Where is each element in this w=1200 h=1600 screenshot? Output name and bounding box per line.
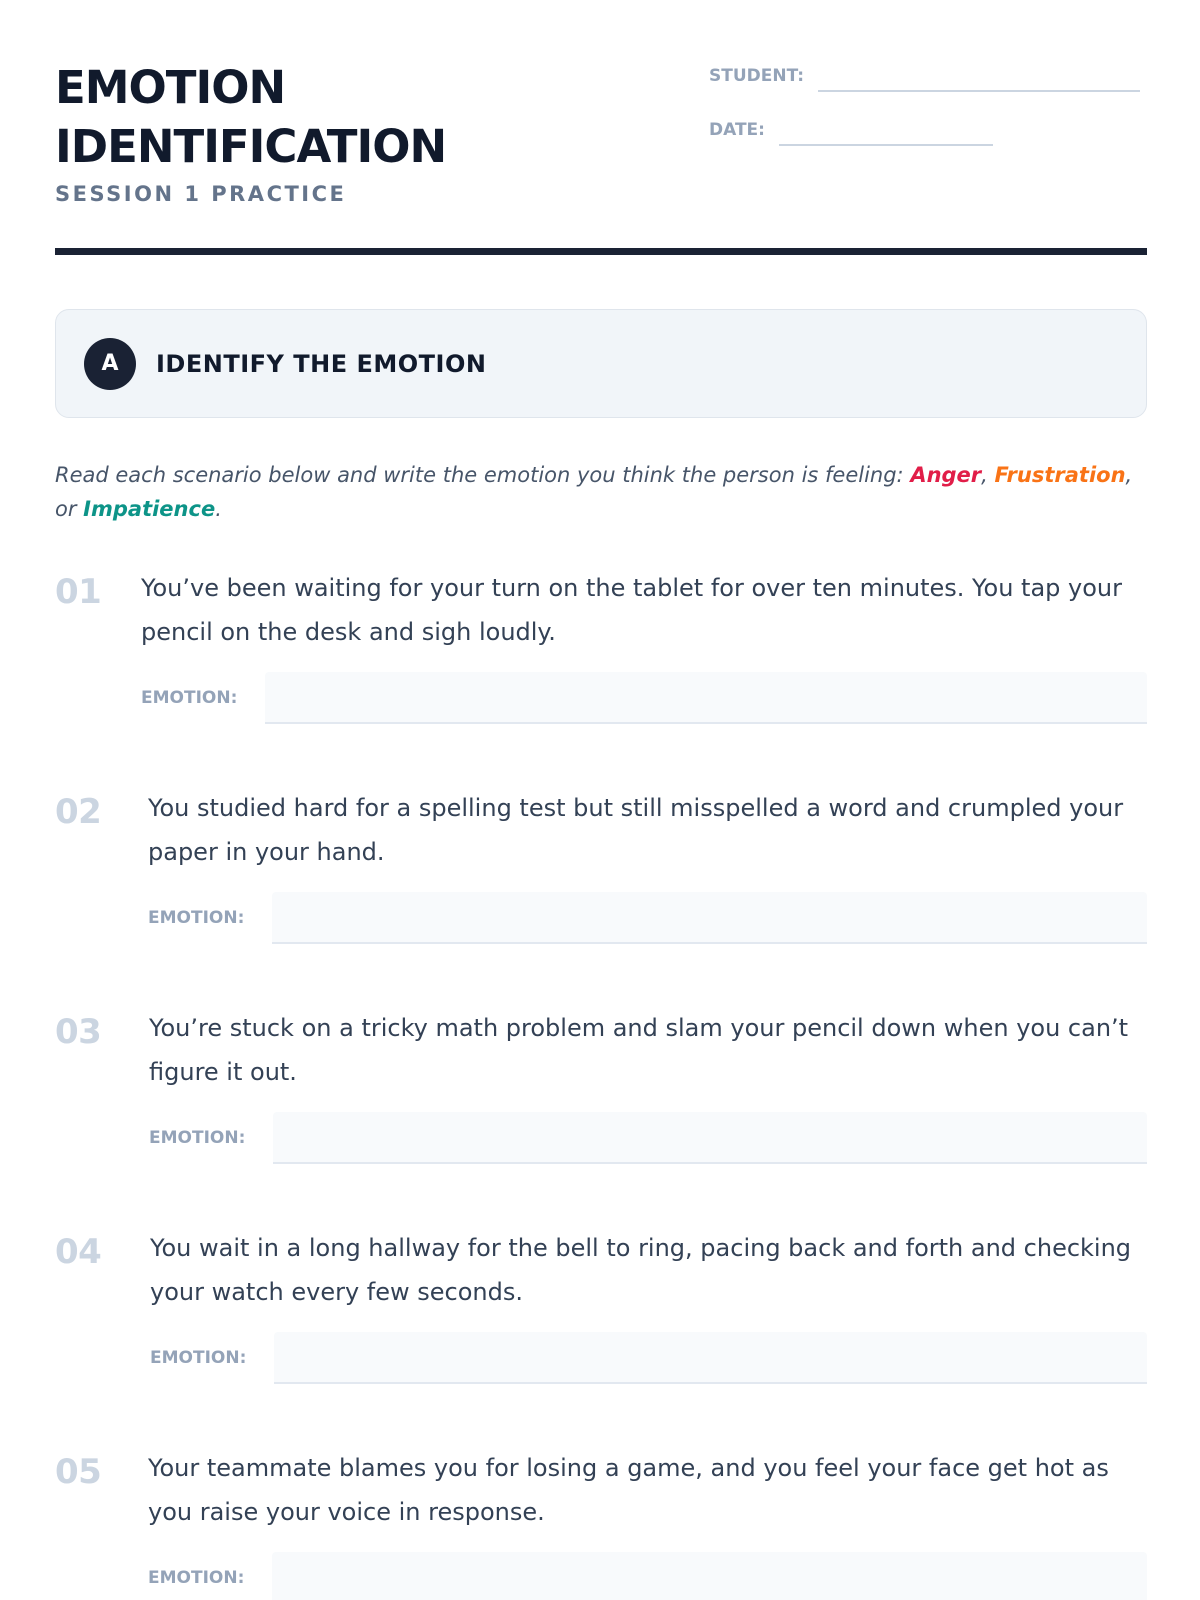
question-number: 01 — [55, 572, 102, 612]
question-number: 05 — [55, 1452, 102, 1492]
answer-field[interactable] — [272, 892, 1147, 944]
answer-row — [149, 1112, 1147, 1164]
date-field-row — [709, 112, 1147, 146]
student-name-field[interactable] — [818, 90, 1140, 92]
answer-label: EMOTION: — [148, 908, 245, 928]
title-line-2: IDENTIFICATION — [55, 120, 447, 173]
worksheet-header — [55, 58, 1147, 206]
instructions — [55, 458, 1147, 526]
question-item — [55, 1006, 1147, 1176]
section-badge: A — [84, 338, 136, 390]
title-line-1: EMOTION — [55, 61, 286, 114]
emotion-frustration: Frustration — [994, 463, 1126, 487]
question-item — [55, 566, 1147, 736]
answer-label: EMOTION: — [150, 1348, 247, 1368]
answer-field[interactable] — [272, 1552, 1147, 1600]
question-text: You wait in a long hallway for the bell to ring, pacing back and forth and checking your watch every few seconds. — [150, 1234, 1132, 1306]
question-number: 04 — [55, 1232, 102, 1272]
instructions-text: Read each scenario below and write the emotion you think the person is feeling: — [55, 463, 911, 487]
answer-row — [148, 892, 1147, 944]
question-number: 03 — [55, 1012, 102, 1052]
question-text: You’ve been waiting for your turn on the tablet for over ten minutes. You tap your pencil on the desk and sigh loudly. — [141, 574, 1122, 646]
answer-label: EMOTION: — [148, 1568, 245, 1588]
student-field-row — [709, 58, 1147, 92]
header-divider — [55, 248, 1147, 255]
page-title — [55, 58, 615, 176]
emotion-impatience: Impatience — [83, 497, 216, 521]
section-title: IDENTIFY THE EMOTION — [156, 349, 487, 378]
answer-row — [141, 672, 1147, 724]
student-info-fields — [709, 58, 1147, 166]
question-text: You’re stuck on a tricky math problem and slam your pencil down when you can’t figure it out. — [149, 1014, 1129, 1086]
question-item — [55, 1446, 1147, 1600]
emotion-anger: Anger — [910, 463, 982, 487]
question-number: 02 — [55, 792, 102, 832]
student-label: STUDENT: — [709, 66, 805, 86]
instructions-separator: , or — [55, 463, 1133, 521]
date-label: DATE: — [709, 120, 765, 140]
question-item — [55, 1226, 1147, 1396]
answer-label: EMOTION: — [141, 688, 238, 708]
instructions-separator: , — [981, 463, 995, 487]
page-subtitle: SESSION 1 PRACTICE — [55, 182, 347, 206]
question-text: Your teammate blames you for losing a game, and you feel your face get hot as you raise your voice in response. — [148, 1454, 1109, 1526]
answer-row — [150, 1332, 1147, 1384]
question-item — [55, 786, 1147, 956]
instructions-suffix: . — [215, 497, 222, 521]
question-text: You studied hard for a spelling test but still misspelled a word and crumpled your paper in your hand. — [148, 794, 1124, 866]
answer-field[interactable] — [273, 1112, 1147, 1164]
answer-field[interactable] — [265, 672, 1147, 724]
answer-label: EMOTION: — [149, 1128, 246, 1148]
date-field[interactable] — [779, 144, 993, 146]
answer-field[interactable] — [274, 1332, 1147, 1384]
answer-row — [148, 1552, 1147, 1600]
section-header — [55, 309, 1147, 418]
